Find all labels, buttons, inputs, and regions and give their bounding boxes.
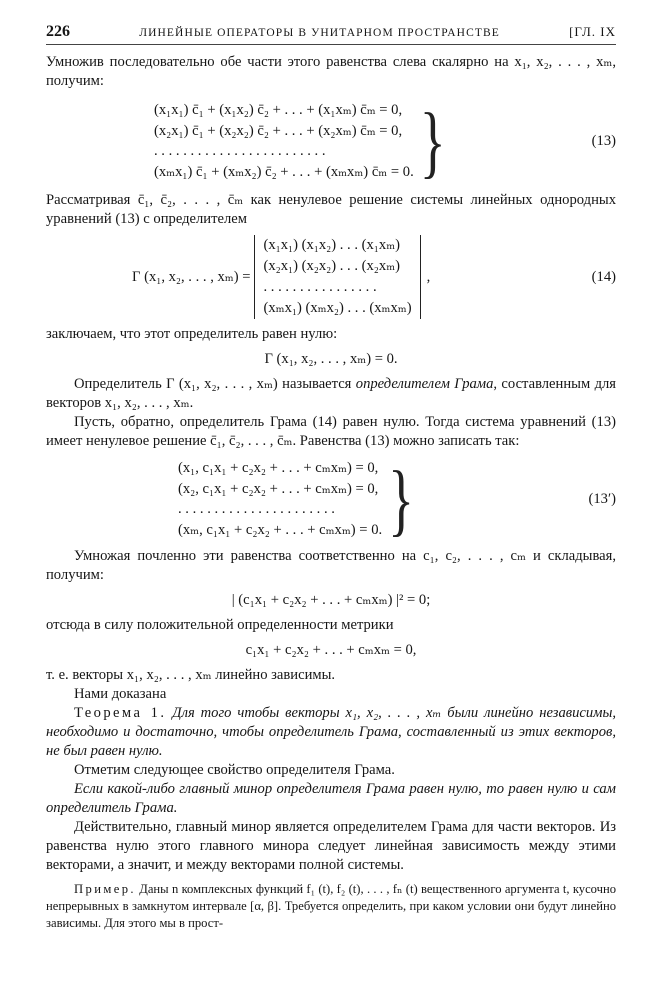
equation-row: (xₘ, c₁x₁ + c₂x₂ + . . . + cₘxₘ) = 0.: [178, 521, 383, 538]
paragraph: Умножив последовательно обе части этого равенства слева скалярно на x₁, x₂, . . . , xₘ, получим:: [46, 54, 616, 89]
right-brace: }: [388, 454, 415, 544]
equation-row: (xₘx₁) c̄₁ + (xₘx₂) c̄₂ + . . . + (xₘxₘ) c̄ₘ = 0.: [154, 163, 414, 180]
paragraph: Умножая почленно эти равенства соответственно на c₁, c₂, . . . , cₘ и складывая, получим:: [46, 548, 616, 583]
right-brace: }: [419, 96, 446, 186]
equation-row: . . . . . . . . . . . . . . . . . . . . . .: [178, 501, 335, 517]
equation-row: . . . . . . . . . . . . . . . . . . . . . . . .: [154, 143, 326, 159]
running-header: [46, 22, 616, 45]
theorem-label: Теорема 1.: [74, 705, 167, 721]
equation-linear-combination: c₁x₁ + c₂x₂ + . . . + cₘxₘ = 0,: [245, 642, 417, 658]
determinant-matrix: [254, 235, 420, 319]
equation-gram-zero: Γ (x₁, x₂, . . . , xₘ) = 0.: [264, 351, 398, 367]
matrix-row: . . . . . . . . . . . . . . . .: [263, 279, 377, 295]
equation-row: (x₂x₁) c̄₁ + (x₂x₂) c̄₂ + . . . + (x₂xₘ) c̄ₘ = 0,: [154, 122, 403, 139]
paragraph: Рассматривая c̄₁, c̄₂, . . . , c̄ₘ как ненулевое решение системы линейных однородных уравнений (13) с определителем: [46, 192, 616, 227]
example-text: Даны n комплексных функций f₁ (t), f₂ (t), . . . , fₙ (t) вещественного аргумента t, кусочно непрерывных в замкнутом интервале [α, β]. Требуется определить, при каком условии они будут линейно зависимы. Для этого мы в прост-: [46, 882, 616, 930]
paragraph: Действительно, главный минор является определителем Грама для части векторов. Из равенства нулю этого главного минора следует линейная зависимость между этими векторами, а значит, и между векторами полной системы.: [46, 819, 616, 873]
equation-norm: | (c₁x₁ + c₂x₂ + . . . + cₘxₘ) |² = 0;: [231, 592, 431, 608]
example-label: Пример.: [74, 882, 136, 896]
chapter-label: [ГЛ. IX: [569, 24, 616, 39]
equation-system-13-prime: [46, 455, 616, 543]
theorem: [46, 704, 616, 761]
text: Определитель Γ (x₁, x₂, . . . , xₘ) называется: [74, 376, 356, 392]
matrix-row: (x₁x₁) (x₁x₂) . . . (x₁xₘ): [263, 237, 401, 253]
equation-number: (14): [591, 268, 616, 285]
equation-number: (13): [591, 132, 616, 149]
paragraph: Отметим следующее свойство определителя Грама.: [74, 762, 395, 778]
equation-number: (13′): [588, 490, 616, 507]
term-gram-determinant: определителем Грама: [355, 376, 494, 392]
gram-determinant-14: [46, 233, 616, 321]
equation-row: (x₁, c₁x₁ + c₂x₂ + . . . + cₘxₘ) = 0,: [178, 460, 379, 476]
matrix-row: (xₘx₁) (xₘx₂) . . . (xₘxₘ): [263, 300, 412, 316]
property-statement: Если какой-либо главный минор определителя Грама равен нулю, то равен нулю и сам определитель Грама.: [46, 781, 616, 816]
paragraph: Пусть, обратно, определитель Грама (14) равен нулю. Тогда система уравнений (13) имеет ненулевое решение c̄₁, c̄₂, . . . , c̄ₘ. Равенства (13) можно записать так:: [46, 414, 616, 449]
paragraph: т. е. векторы x₁, x₂, . . . , xₘ линейно зависимы.: [46, 667, 336, 683]
page-number: 226: [46, 23, 70, 40]
paragraph: заключаем, что этот определитель равен нулю:: [46, 326, 338, 342]
chapter-title: ЛИНЕЙНЫЕ ОПЕРАТОРЫ В УНИТАРНОМ ПРОСТРАНСТВЕ: [139, 27, 500, 39]
paragraph: Нами доказана: [74, 686, 167, 702]
example: [46, 881, 616, 932]
comma: ,: [426, 268, 431, 285]
paragraph: [46, 375, 616, 413]
paragraph: отсюда в силу положительной определенности метрики: [46, 617, 394, 633]
matrix-row: (x₂x₁) (x₂x₂) . . . (x₂xₘ): [263, 258, 401, 274]
equation-row: (x₂, c₁x₁ + c₂x₂ + . . . + cₘxₘ) = 0,: [178, 480, 379, 497]
equation-row: (x₁x₁) c̄₁ + (x₁x₂) c̄₂ + . . . + (x₁xₘ) c̄ₘ = 0,: [154, 102, 403, 118]
equation-system-13: [46, 95, 616, 187]
theorem-text: Для того чтобы векторы x₁, x₂, . . . , xₘ были линейно независимы, необходимо и достаточно, чтобы определитель Грама, составленный из этих векторов, не был равен нулю.: [46, 705, 616, 759]
text: , составленным для векторов x₁, x₂, . . . , xₘ.: [46, 376, 616, 411]
determinant-lhs: Γ (x₁, x₂, . . . , xₘ) =: [132, 268, 251, 285]
